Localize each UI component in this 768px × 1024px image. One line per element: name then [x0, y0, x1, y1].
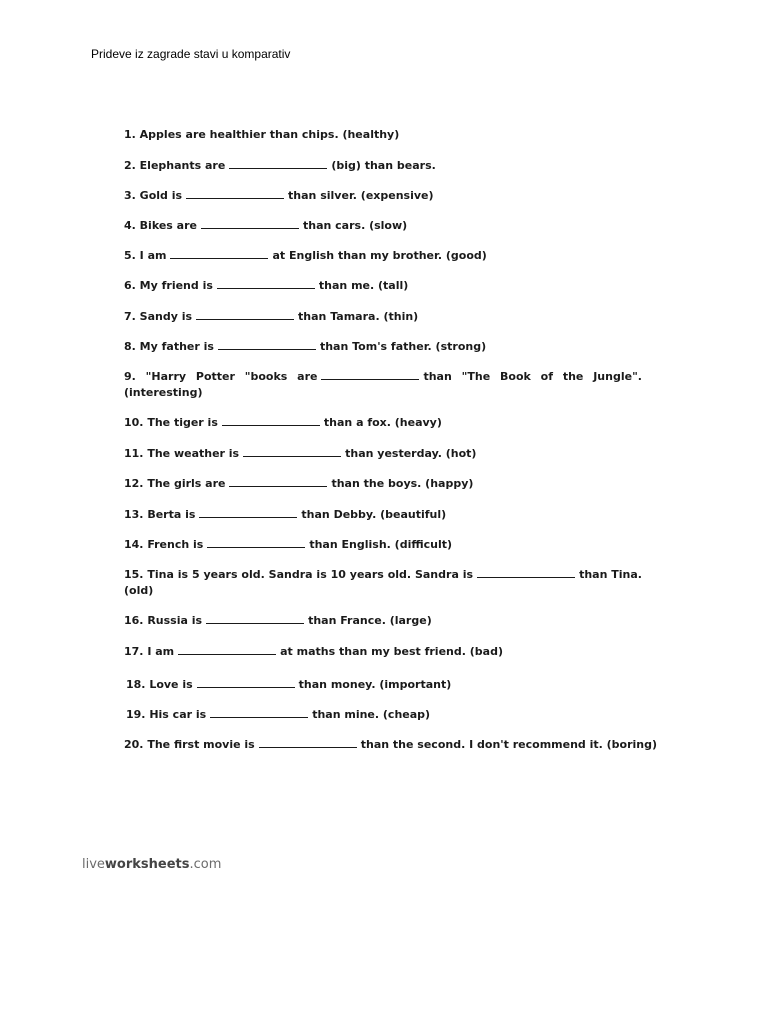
exercise-item-11	[124, 446, 642, 462]
answer-blank[interactable]	[170, 249, 268, 259]
exercise-item-8	[124, 339, 642, 355]
exercise-item-1	[124, 127, 642, 143]
logo-part-suffix: .com	[189, 857, 222, 872]
item-text-after: than Tamara. (thin)	[298, 310, 419, 323]
exercise-item-4	[124, 218, 642, 234]
answer-blank[interactable]	[229, 477, 327, 487]
exercise-item-10	[124, 415, 642, 431]
exercise-item-9	[124, 369, 642, 401]
exercise-item-14	[124, 537, 642, 553]
item-text-before: 2. Elephants are	[124, 159, 226, 172]
item-text-before: 18. Love is	[126, 678, 193, 691]
instruction-heading: Prideve iz zagrade stavi u komparativ	[91, 47, 291, 61]
answer-blank[interactable]	[197, 678, 295, 688]
item-text-after: than yesterday. (hot)	[345, 447, 477, 460]
exercise-item-7	[124, 309, 642, 325]
exercise-item-18	[126, 677, 644, 693]
answer-blank[interactable]	[477, 568, 575, 578]
exercise-item-12	[124, 476, 642, 492]
item-text-before: 20. The first movie is	[124, 738, 255, 751]
item-text-after: than Debby. (beautiful)	[301, 508, 447, 521]
answer-blank[interactable]	[243, 447, 341, 457]
exercise-item-13	[124, 507, 642, 523]
item-text-after: than mine. (cheap)	[312, 708, 431, 721]
item-text-before: 14. French is	[124, 538, 204, 551]
item-text-after: (big) than bears.	[331, 159, 436, 172]
item-text-before: 11. The weather is	[124, 447, 240, 460]
exercise-item-19	[126, 707, 644, 723]
answer-blank[interactable]	[199, 508, 297, 518]
item-text-after: at maths than my best friend. (bad)	[280, 645, 503, 658]
answer-blank[interactable]	[210, 708, 308, 718]
exercise-item-5	[124, 248, 642, 264]
item-text-after: than cars. (slow)	[302, 219, 408, 232]
item-text-before: 15. Tina is 5 years old. Sandra is 10 years old. Sandra is	[124, 568, 474, 581]
item-text-after: than English. (difficult)	[309, 538, 453, 551]
exercise-item-2	[124, 158, 642, 174]
item-text-after: than Tom's father. (strong)	[319, 340, 487, 353]
item-text-before: 7. Sandy is	[124, 310, 193, 323]
item-text-after: than Tina. (old)	[124, 568, 642, 597]
logo-part-worksheets: worksheets	[104, 857, 190, 872]
item-text-before: 17. I am	[124, 645, 175, 658]
item-text-after: than me. (tall)	[318, 279, 409, 292]
answer-blank[interactable]	[259, 738, 357, 748]
item-text-after: than silver. (expensive)	[288, 189, 434, 202]
logo-part-live: live	[82, 857, 105, 872]
item-text-before: 3. Gold is	[124, 189, 183, 202]
item-text-before: 9. "Harry Potter "books are	[124, 370, 318, 383]
item-text-before: 8. My father is	[124, 340, 214, 353]
answer-blank[interactable]	[218, 340, 316, 350]
liveworksheets-logo	[82, 857, 221, 872]
answer-blank[interactable]	[201, 219, 299, 229]
item-text-after: than a fox. (heavy)	[323, 416, 442, 429]
answer-blank[interactable]	[229, 159, 327, 169]
item-text-before: 6. My friend is	[124, 279, 213, 292]
item-text-before: 5. I am	[124, 249, 167, 262]
exercise-item-17	[124, 644, 642, 660]
item-text-before: 16. Russia is	[124, 614, 203, 627]
exercise-item-20	[124, 737, 658, 753]
item-text-after: than the boys. (happy)	[331, 477, 474, 490]
answer-blank[interactable]	[186, 189, 284, 199]
item-text-before: 10. The tiger is	[124, 416, 218, 429]
item-text-before: 19. His car is	[126, 708, 207, 721]
item-text-after: at English than my brother. (good)	[272, 249, 487, 262]
exercise-item-3	[124, 188, 642, 204]
answer-blank[interactable]	[222, 416, 320, 426]
item-text-after: than the second. I don't recommend it. (boring)	[360, 738, 658, 751]
answer-blank[interactable]	[207, 538, 305, 548]
item-text-after: than France. (large)	[308, 614, 432, 627]
answer-blank[interactable]	[206, 614, 304, 624]
item-text-before: 13. Berta is	[124, 508, 196, 521]
answer-blank[interactable]	[196, 310, 294, 320]
item-text-after: than "The Book of the Jungle". (interesting)	[124, 370, 642, 399]
item-text-before: 4. Bikes are	[124, 219, 197, 232]
item-text-after: than money. (important)	[298, 678, 452, 691]
answer-blank[interactable]	[178, 645, 276, 655]
answer-blank[interactable]	[217, 279, 315, 289]
exercise-item-15	[124, 567, 642, 599]
exercise-item-6	[124, 278, 642, 294]
item-text: 1. Apples are healthier than chips. (healthy)	[124, 128, 400, 141]
item-text-before: 12. The girls are	[124, 477, 226, 490]
exercise-item-16	[124, 613, 642, 629]
answer-blank[interactable]	[321, 370, 419, 380]
